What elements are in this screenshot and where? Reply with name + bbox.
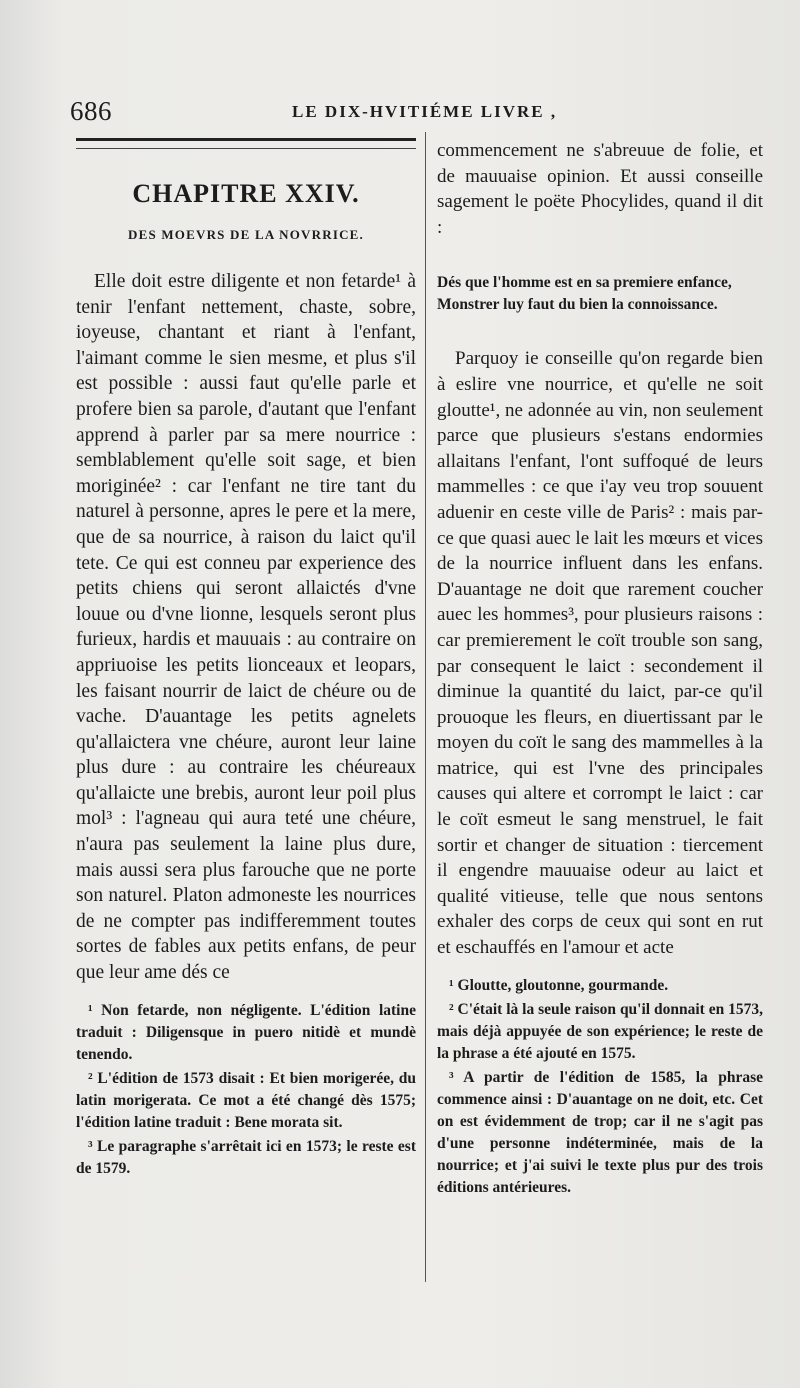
page-header	[70, 96, 790, 136]
left-footnote-3: ³ Le paragraphe s'arrêtait ici en 1573; le reste est de 1579.	[76, 1137, 416, 1177]
right-footnote-1: ¹ Gloutte, gloutonne, gourmande.	[449, 976, 669, 994]
left-paragraph: Elle doit estre diligente et non fetarde¹ à tenir l'enfant nettement, chaste, sobre, ioyeuse, chantant et riant à l'enfant, l'aimant comme le sien mesme, et plus s'il est possible : aussi faut qu'elle parle et profere bien sa parole, d'autant que l'enfant apprend à parler par sa mere nourrice : semblablement qu'elle soit sage, et bien moriginée² : car l'enfant ne tire tant du naturel à personne, apres le pere et la mere, que de sa nourrice, à raison du laict qu'il tete. Ce qui est conneu par experience des petits chiens qui seront allaictés d'vne louue ou d'vne lionne, lesquels seront plus furieux, hardis et mauuais : au contraire on appriuoise les petits lionceaux et leopars, les faisant nourrir de laict de chéure ou de vache. D'auantage les petits agnelets qu'allaictera vne chéure, auront leur laine plus dure : au contraire les chéureaux qu'allaicte une brebis, auront leur poil plus mol³ : l'agneau qui aura teté une chéure, n'aura pas seulement la laine plus dure, mais aussi sera plus farouche que ne porte son naturel. Platon admoneste les nourrices de ne compter pas indifferemment toutes sortes de fables aux petits enfans, de peur que leur ame dés ce	[76, 271, 416, 984]
chapter-title: CHAPITRE XXIV.	[132, 179, 360, 208]
verse-line: Monstrer luy faut du bien la connoissance.	[437, 296, 718, 314]
verse-quote	[437, 272, 763, 316]
left-footnote-1: ¹ Non fetarde, non négligente. L'édition latine traduit : Diligensque in puero nitidè et mundè tenendo.	[76, 1001, 416, 1063]
right-paragraph: Parquoy ie conseille qu'on regarde bien à eslire vne nourrice, et qu'elle ne soit gloutte¹, ne adonnée au vin, non seulement parce que plusieurs s'estans endormies allaitans l'enfant, l'ont suffoqué de leurs mammelles : ce que i'ay veu trop souuent aduenir en ceste ville de Paris² : mais par-ce que quasi auec le lait les mœurs et vices de la nourrice influent dans les enfans. D'auantage ne doit que rarement coucher auec les hommes³, pour plusieurs raisons : car premierement le coït trouble son sang, par consequent le laict : secondement il diminue la quantité du laict, par-ce qu'il prouoque les fleurs, en diuertissant par le moyen du coït le sang des mammelles à la matrice, qui est l'vne des principales causes qui altere et corrompt le laict : car le coït esmeut le sang menstruel, le fait sortir et changer de situation : tiercement il engendre mauuaise odeur au laict et qualité vitieuse, telle que nous sentons exhaler des corps de ceux qui sont en rut et eschauffés en l'amour et acte	[437, 348, 763, 959]
right-footnote-2: ² C'était là la seule raison qu'il donnait en 1573, mais déjà appuyée de son expérience; le reste de la phrase a été ajouté en 1575.	[437, 1000, 763, 1062]
right-continuation: commencement ne s'abreuue de folie, et de mauuaise opinion. Et aussi conseille sagement le poëte Phocylides, quand il dit :	[437, 140, 763, 238]
right-footnote-3: ³ A partir de l'édition de 1585, la phrase commence ainsi : D'auantage on ne doit, etc. Cet on est évidemment de trop; car il ne s'agit pas d'une personne indéterminée, mais de la nourrice; et j'ai suivi le texte plus pur des trois éditions antérieures.	[437, 1068, 763, 1196]
chapter-rule	[76, 138, 416, 149]
right-column	[437, 138, 763, 1201]
left-column	[76, 138, 416, 1182]
left-footnote-2: ² L'édition de 1573 disait : Et bien morigerée, du latin morigerata. Ce mot a été changé dès 1575; l'édition latine traduit : Bene morata sit.	[76, 1069, 416, 1131]
column-divider	[425, 132, 426, 1282]
page-number: 686	[70, 96, 112, 126]
verse-line: Dés que l'homme est en sa premiere enfance,	[437, 274, 732, 292]
chapter-subtitle: DES MOEVRS DE LA NOVRRICE.	[128, 227, 364, 242]
running-head: LE DIX-HVITIÉME LIVRE ,	[292, 102, 558, 121]
